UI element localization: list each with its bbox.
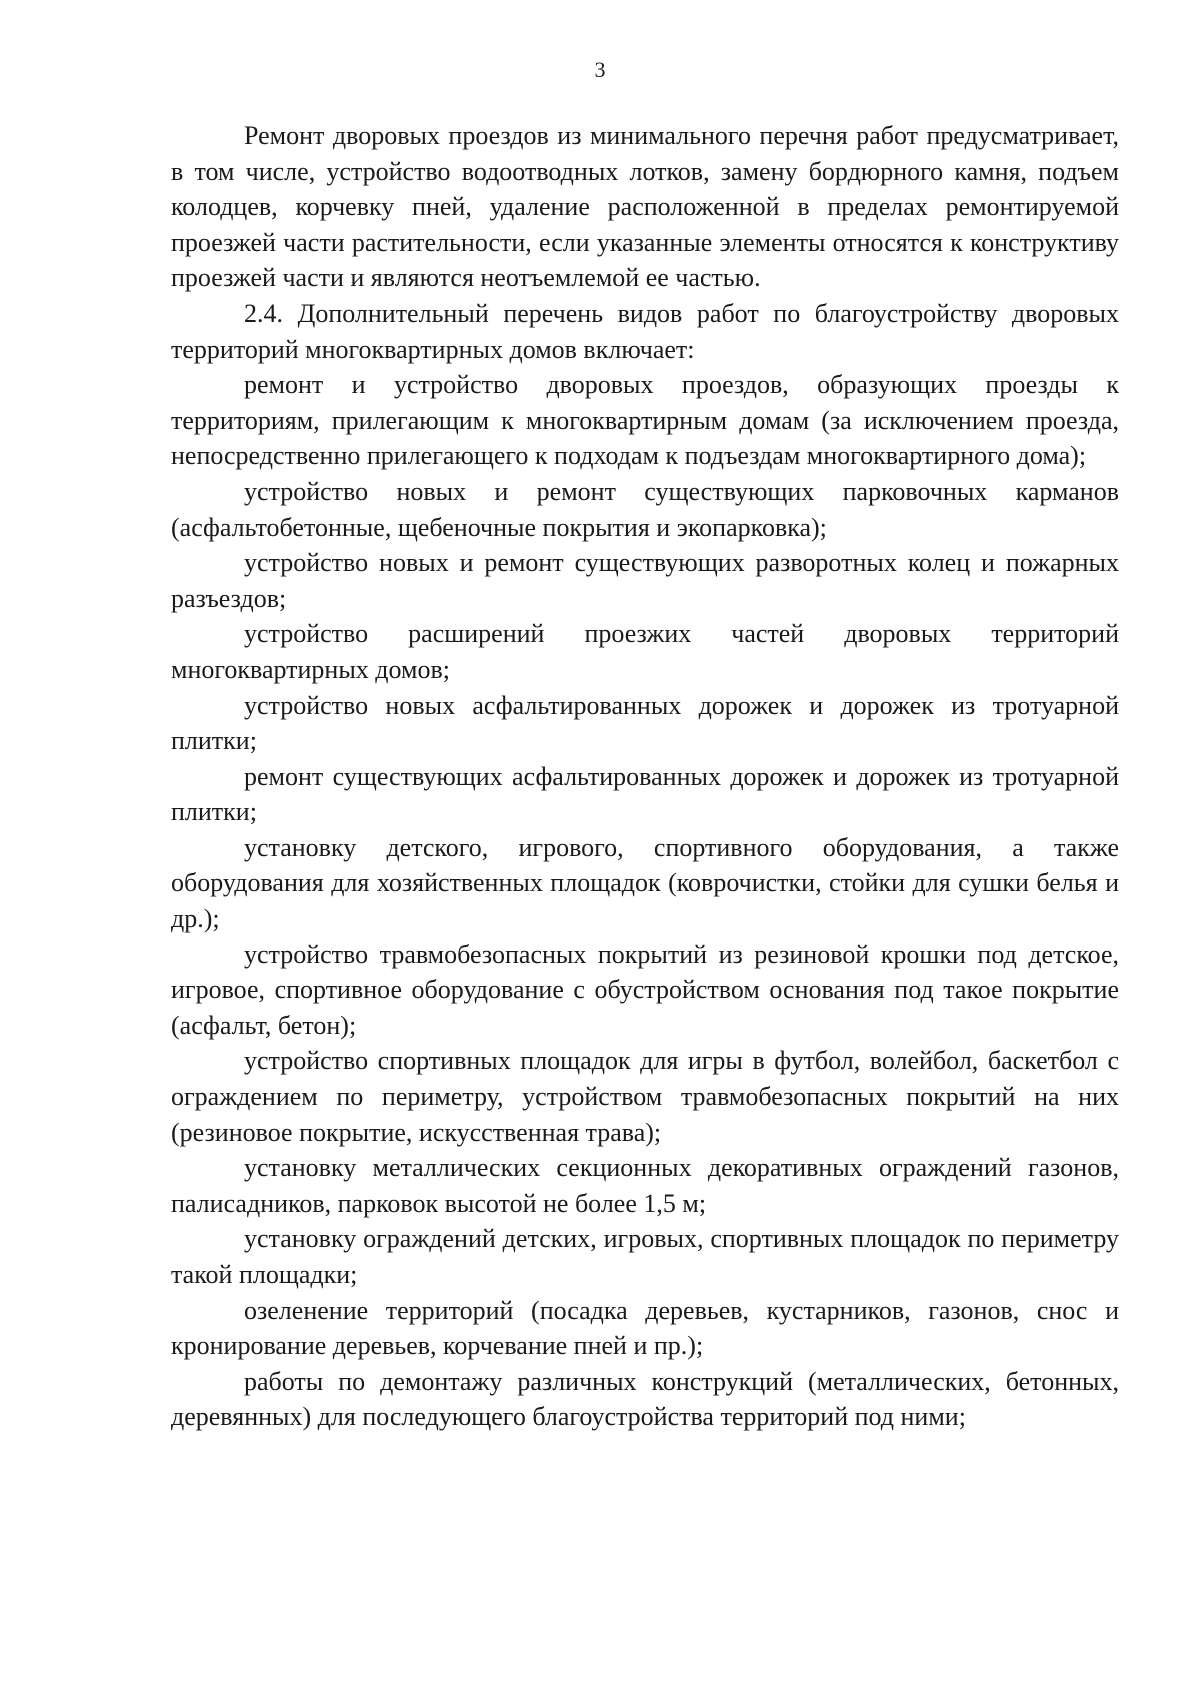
list-item-roadway-widening: устройство расширений проезжих частей дворовых территорий многоквартирных домов; <box>171 619 1119 684</box>
list-item-turning-rings: устройство новых и ремонт существующих разворотных колец и пожарных разъездов; <box>171 548 1119 613</box>
list-item-sports-grounds: устройство спортивных площадок для игры в футбол, волейбол, баскетбол с ограждением по периметру, устройством травмобезопасных покрытий на них (резиновое покрытие, искусственная трава); <box>171 1046 1119 1147</box>
list-item-landscaping: озеленение территорий (посадка деревьев, кустарников, газонов, снос и кронирование деревьев, корчевание пней и пр.); <box>171 1295 1119 1361</box>
document-body <box>171 118 1119 1435</box>
list-item-playground-equipment: установку детского, игрового, спортивного оборудования, а также оборудования для хозяйственных площадок (коврочистки, стойки для сушки белья и др.); <box>171 832 1119 934</box>
list-item-dismantling: работы по демонтажу различных конструкций (металлических, бетонных, деревянных) для последующего благоустройства территорий под ними; <box>171 1366 1119 1432</box>
list-item-parking-pockets: устройство новых и ремонт существующих парковочных карманов (асфальтобетонные, щебеночные покрытия и экопарковка); <box>171 476 1119 542</box>
paragraph-section-2-4: 2.4. Дополнительный перечень видов работ по благоустройству дворовых территорий многоквартирных домов включает: <box>171 298 1119 364</box>
list-item-playground-fences: установку ограждений детских, игровых, спортивных площадок по периметру такой площадки; <box>171 1224 1119 1289</box>
list-item-path-repair: ремонт существующих асфальтированных дорожек и дорожек из тротуарной плитки; <box>171 761 1119 827</box>
list-item-new-paths: устройство новых асфальтированных дорожек и дорожек из тротуарной плитки; <box>171 690 1119 756</box>
paragraph-driveway-repair: Ремонт дворовых проездов из минимального перечня работ предусматривает, в том числе, устройство водоотводных лотков, замену бордюрного камня, подъем колодцев, корчевку пней, удаление расположенной в пределах ремонтируемой проезжей части растительности, если указанные элементы относятся к конструктиву проезжей части и являются неотъемлемой ее частью. <box>171 121 1119 293</box>
list-item-decorative-fences: установку металлических секционных декоративных ограждений газонов, палисадников, парковок высотой не более 1,5 м; <box>171 1153 1119 1218</box>
list-item-safety-surfaces: устройство травмобезопасных покрытий из резиновой крошки под детское, игровое, спортивное оборудование с обустройством основания под такое покрытие (асфальт, бетон); <box>171 939 1119 1040</box>
list-item-driveways: ремонт и устройство дворовых проездов, образующих проезды к территориям, прилегающим к многоквартирным домам (за исключением проезда, непосредственно прилегающего к подходам к подъездам многоквартирного дома); <box>171 370 1119 471</box>
page-number: 3 <box>594 57 606 82</box>
